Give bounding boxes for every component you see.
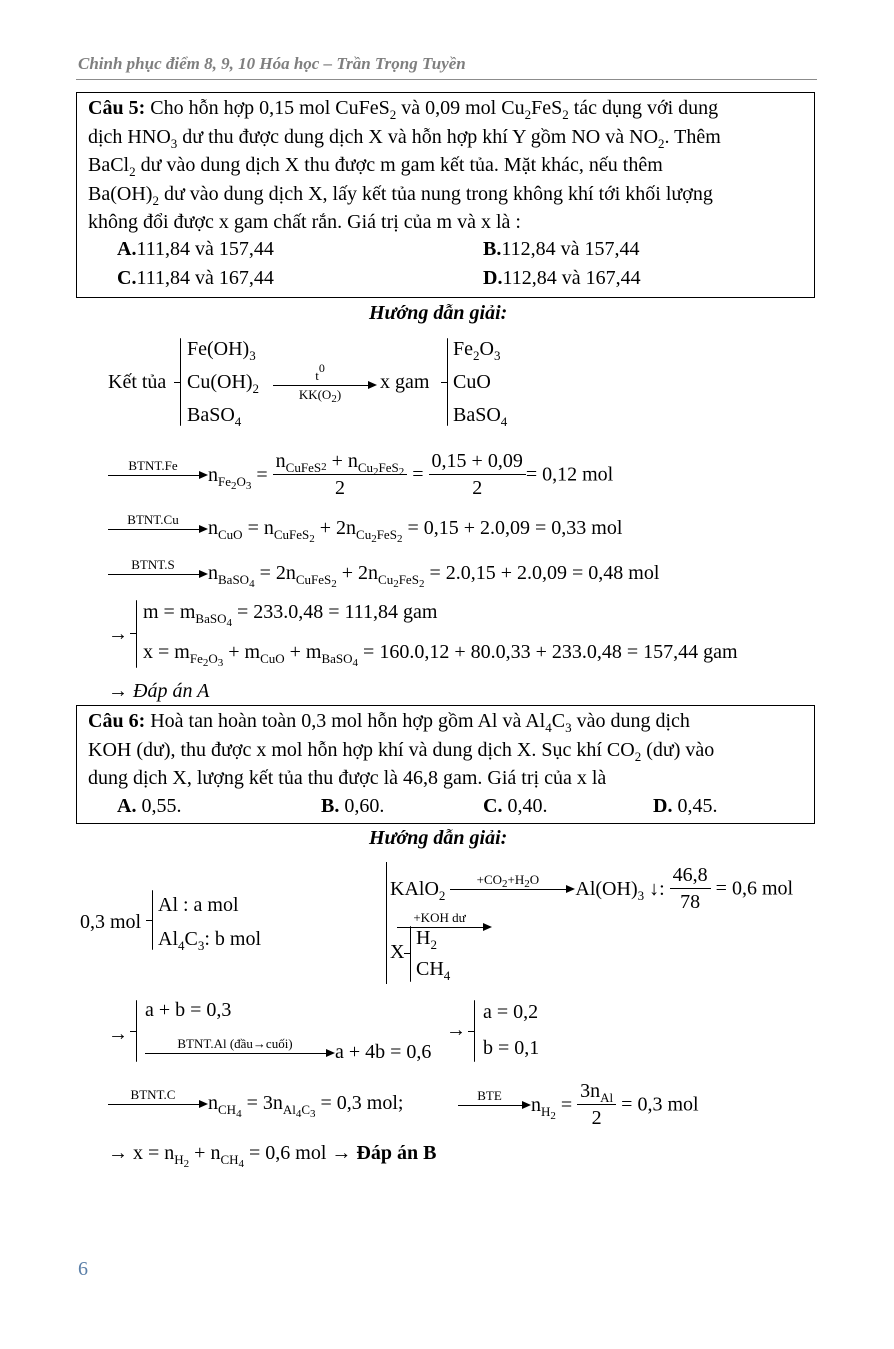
q6-option-b: B. 0,60.	[321, 795, 385, 817]
q5-option-d: D.112,84 và 167,44	[483, 267, 641, 289]
equation-x: $x = m_{Fe_2O_3} + m_{CuO} + m_{BaSO_4} = 160.0,12 + 80.0,33 + 233.0,48 = 157,44$ gam	[143, 641, 738, 669]
question-5-box	[76, 92, 815, 298]
q5-line-2: dịch $HNO_3$ dư thu được dung dịch X và hỗn hợp khí Y gồm NO và $NO_2$. Thêm	[88, 125, 721, 151]
mixture-al4c3: $Al_4C_3$: b mol	[158, 928, 262, 953]
q6-option-a: A. 0,55.	[117, 795, 182, 817]
equation-btnt-cu: BTNT.Cu $n_{CuO} = n_{CuFeS_2} + 2n_{Cu_2FeS_2} = 0,15 + 2.0,09 = 0,33$ mol	[108, 516, 622, 540]
arrow-btnt-al: BTNT.Al (đầu→cuối)	[145, 1047, 335, 1059]
arrow-label-bottom: $KK(O_2)$	[298, 387, 342, 406]
system-arrow: →	[108, 623, 128, 645]
equation-a-plus-4b: BTNT.Al (đầu→cuối) a + 4b = 0,6	[145, 1040, 431, 1064]
arrow-btnt-s: BTNT.S	[108, 568, 208, 580]
brace-tip	[468, 1031, 475, 1032]
q6-line-2: KOH (dư), thu được x mol hỗn hợp khí và dung dịch X. Sục khí $CO_2$ (dư) vào	[88, 738, 715, 764]
brace-tip	[146, 920, 153, 921]
brace-system	[136, 600, 137, 668]
mixture-al: Al : a mol	[158, 894, 239, 916]
q5-line-3: BaCl$_2$ dư vào dung dịch X thu được m gam kết tủa. Mặt khác, nếu thêm	[88, 154, 663, 179]
result-a: a = 0,2	[483, 1001, 539, 1023]
q5-line-5: không đổi được x gam chất rắn. Giá trị của m và x là :	[88, 211, 521, 233]
gas-h2: $H_2$	[416, 927, 437, 952]
arrow-bte: BTE	[458, 1099, 531, 1111]
q6-line-1: Câu 6: Hoà tan hoàn toàn 0,3 mol hỗn hợp gồm Al và $Al_4C_3$ vào dung dịch	[88, 710, 690, 735]
equation-m: $m = m_{BaSO_4} = 233.0,48 = 111,84$ gam	[143, 601, 438, 629]
q6-line-3: dung dịch X, lượng kết tủa thu được là 46,8 gam. Giá trị của x là	[88, 767, 607, 789]
q5-line-1: Câu 5: Cho hỗn hợp 0,15 mol CuFeS$_2$ và 0,09 mol $Cu_2FeS_2$ tác dụng với dung	[88, 97, 719, 122]
system-ab-arrow: →	[108, 1023, 128, 1045]
brace-tip	[174, 382, 181, 383]
product-cuo: CuO	[453, 371, 491, 393]
question-5-text	[88, 94, 805, 237]
fraction-moles: $\frac{n_{CuFeS}2 + n_{Cu_2FeS_2}}{2}$	[273, 448, 408, 501]
question-6-text	[88, 707, 805, 793]
q5-option-a: A.111,84 và 157,44	[117, 238, 274, 260]
arrow-koh: +KOH dư	[397, 921, 492, 933]
equation-btnt-s: BTNT.S $n_{BaSO_4} = 2n_{CuFeS_2} + 2n_{Cu_2FeS_2} = 2.0,15 + 2.0,09 = 0,48$ mol	[108, 561, 659, 585]
question-label: Câu 5:	[88, 97, 146, 119]
equation-bte: BTE $n_{H_2}$ = $\frac{3n_{Al}}{2}$ = 0,3 mol	[458, 1078, 699, 1131]
solution-5-heading: Hướng dẫn giải:	[369, 302, 508, 324]
running-header: Chinh phục điểm 8, 9, 10 Hóa học – Trần Trọng Tuyền	[78, 54, 466, 73]
arrow-label-top: t0	[315, 361, 325, 384]
arrow-btnt-cu: BTNT.Cu	[108, 523, 208, 535]
products-divider	[386, 862, 387, 984]
fraction-aloh3: $\frac{46,8}{78}$	[670, 862, 711, 915]
brace-tip	[404, 953, 411, 954]
precipitate-label: Kết tủa	[108, 371, 167, 393]
q5-line-4: $Ba(OH)_2$ dư vào dung dịch X, lấy kết tủa nung trong không khí tới khối lượng	[88, 182, 713, 208]
mixture-label: 0,3 mol	[80, 911, 142, 933]
header-divider	[76, 79, 817, 80]
result-arrow: →	[446, 1019, 466, 1041]
arrow-btnt-fe: BTNT.Fe	[108, 469, 208, 481]
precip-cuoh2: $Cu(OH)_2$	[187, 371, 260, 396]
question-6-box	[76, 705, 815, 824]
equation-btnt-c: BTNT.C $n_{CH_4} = 3n_{Al_4C_3} = 0,3$ mol;	[108, 1091, 403, 1115]
brace-tip	[130, 1031, 137, 1032]
precip-baso4: BaSO$_4$	[187, 404, 242, 429]
q6-option-c: C. 0,40.	[483, 795, 548, 817]
gas-x-label: X	[390, 941, 405, 963]
answer-6: Đáp án B	[356, 1142, 437, 1164]
arrow-btnt-c: BTNT.C	[108, 1098, 208, 1110]
product-label: x gam	[380, 371, 430, 393]
kalo2-line: KAlO$_2$ $+CO_2+H_2O$ $Al(OH)_3$ ↓: $\frac{46,8}{78}$ = 0,6 mol	[390, 864, 794, 913]
solution-6-heading: Hướng dẫn giải:	[369, 827, 508, 849]
product-baso4: BaSO$_4$	[453, 404, 508, 429]
precip-feoh3: $Fe(OH)_3$	[187, 338, 256, 363]
fraction-values: $\frac{0,15 + 0,09}{2}$	[429, 448, 526, 501]
q5-option-c: C.111,84 và 167,44	[117, 267, 274, 289]
product-fe2o3: $Fe_2O_3$	[453, 338, 501, 363]
brace-gas	[410, 926, 411, 982]
equation-a-plus-b: a + b = 0,3	[145, 999, 232, 1021]
q6-option-d: D. 0,45.	[653, 795, 718, 817]
reaction-arrow-heat	[273, 361, 377, 406]
fraction-h2: $\frac{3n_{Al}}{2}$	[577, 1078, 616, 1131]
arrow-co2: $+CO_2+H_2O$	[450, 883, 575, 895]
brace-tip	[441, 382, 448, 383]
answer-5: → Đáp án A	[108, 680, 210, 702]
page-number: 6	[78, 1258, 88, 1280]
result-b: b = 0,1	[483, 1037, 540, 1059]
q5-option-b: B.112,84 và 157,44	[483, 238, 640, 260]
equation-btnt-fe: BTNT.Fe $n_{Fe_2O_3}$ = $\frac{n_{CuFeS}2 + n_{Cu_2FeS_2}}{2}$ = $\frac{0,15 + 0,09}{2}$ = 0,12 mol	[108, 448, 613, 501]
gas-ch4: $CH_4$	[416, 958, 451, 983]
final-equation: → $x = n_{H_2} + n_{CH_4} = 0,6$ mol → Đáp án B	[108, 1142, 437, 1170]
brace-tip	[130, 633, 137, 634]
